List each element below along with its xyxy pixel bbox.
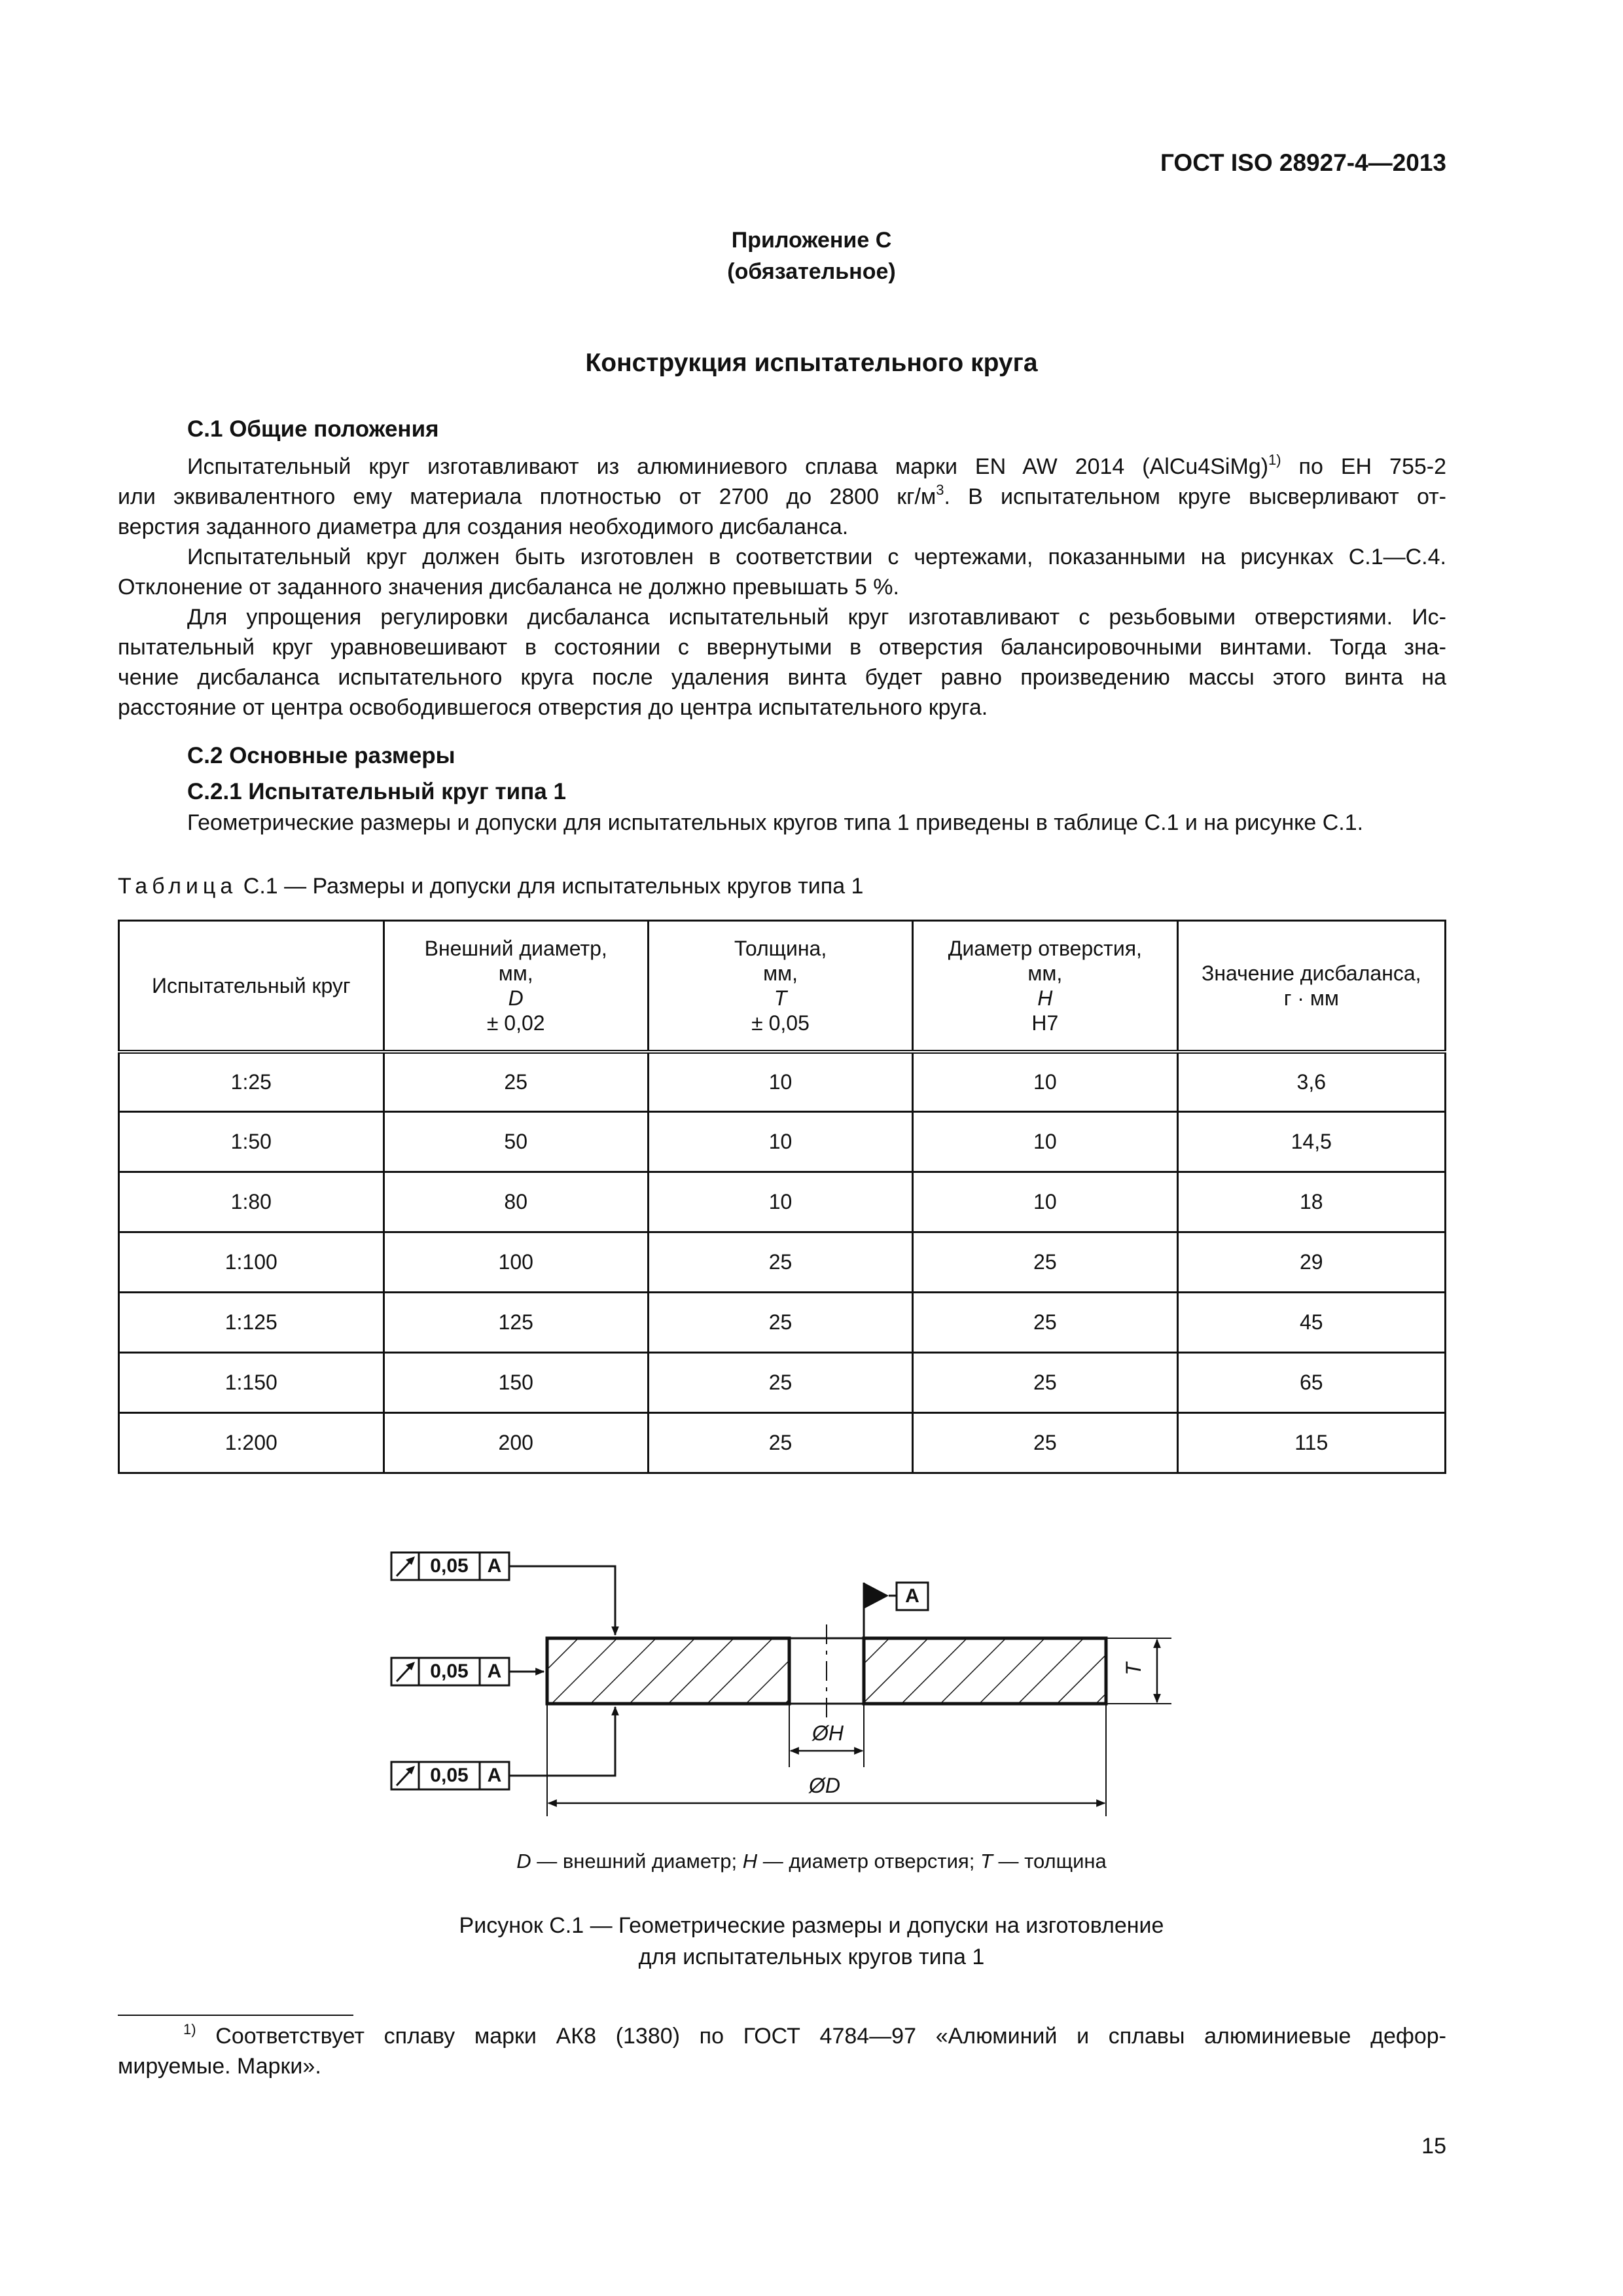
table-row: 1:150 150 25 25 65 [119, 1353, 1446, 1413]
figure-caption-line-1: Рисунок С.1 — Геометрические размеры и допуски на изготовление [459, 1913, 1164, 1938]
footnote-ref: 1) [1268, 452, 1281, 468]
header-thickness: Толщина, мм, T ± 0,05 [648, 921, 912, 1052]
tolerance-value-2: 0,05 [430, 1660, 469, 1682]
table-caption-text: С.1 — Размеры и допуски для испытательных кругов типа 1 [237, 874, 864, 899]
dimension-label-t: T [1122, 1662, 1145, 1676]
text-line: чение дисбаланса испытательного круга после удаления винта будет равно произведению массы этого винта на [118, 665, 1446, 690]
datum-label: A [905, 1585, 919, 1607]
section-heading-c2: С.2 Основные размеры [187, 743, 455, 768]
tolerance-datum-3: A [487, 1765, 502, 1786]
figure-caption-line-2: для испытательных кругов типа 1 [638, 1945, 985, 1969]
tolerance-value-3: 0,05 [430, 1765, 469, 1786]
dimension-label-h: ØH [812, 1721, 844, 1745]
tolerance-datum-1: A [487, 1555, 502, 1577]
header-test-wheel: Испытательный круг [119, 921, 384, 1052]
table-row: 1:100 100 25 25 29 [119, 1232, 1446, 1293]
table-row: 1:80 80 10 10 18 [119, 1172, 1446, 1232]
superscript: 3 [936, 482, 944, 498]
table-caption-prefix: Таблица [118, 874, 238, 899]
header-hole-diameter: Диаметр отверстия, мм, H H7 [913, 921, 1177, 1052]
page-number: 15 [1421, 2134, 1446, 2159]
table-row: 1:200 200 25 25 115 [119, 1413, 1446, 1473]
text-line: Испытательный круг изготавливают из алюминиевого сплава марки EN AW 2014 (AlCu4SiMg) [187, 454, 1269, 479]
table-row: 1:50 50 10 10 14,5 [119, 1112, 1446, 1172]
dimension-outer-diameter [547, 1704, 1106, 1816]
figure-legend: D — внешний диаметр; H — диаметр отверстия; T — толщина [516, 1850, 1107, 1873]
dimension-label-d: ØD [809, 1774, 840, 1797]
text-line: расстояние от центра освободившегося отверстия до центра испытательного круга. [118, 695, 988, 720]
section-heading-c1: С.1 Общие положения [187, 416, 439, 442]
document-code: ГОСТ ISO 28927-4—2013 [1160, 149, 1446, 176]
appendix-label: Приложение С [731, 228, 892, 253]
text-line: Для упрощения регулировки дисбаланса испытательный круг изготавливают с резьбовыми отверстиями. Ис- [187, 605, 1446, 630]
tolerance-datum-2: A [487, 1660, 502, 1682]
text-line: пытательный круг уравновешивают в состоянии с ввернутыми в отверстия балансировочными винтами. Тогда зна- [118, 635, 1446, 660]
text-line: мируемые. Марки». [118, 2054, 321, 2079]
text-line: Испытательный круг должен быть изготовлен в соответствии с чертежами, показанными на рисунках С.1—С.4. [187, 545, 1446, 569]
appendix-status: (обязательное) [727, 259, 896, 284]
table-row: 1:25 25 10 10 3,6 [119, 1052, 1446, 1112]
footnote-mark: 1) [183, 2021, 196, 2037]
text-line: Отклонение от заданного значения дисбаланса не должно превышать 5 %. [118, 575, 899, 600]
text-line: по ЕН 755-2 [1281, 454, 1447, 479]
text-line: верстия заданного диаметра для создания необходимого дисбаланса. [118, 514, 849, 539]
header-outer-diameter: Внешний диаметр, мм, D ± 0,02 [383, 921, 648, 1052]
subsection-heading-c21: С.2.1 Испытательный круг типа 1 [187, 779, 566, 804]
paragraph-type1: Геометрические размеры и допуски для испытательных кругов типа 1 приведены в таблице С.1 и на рисунке С.1. [187, 810, 1364, 835]
footnote-divider [118, 2015, 353, 2016]
header-unbalance: Значение дисбаланса, г · мм [1177, 921, 1445, 1052]
text-line: или эквивалентного ему материала плотностью от 2700 до 2800 кг/м [118, 484, 936, 509]
text-line: Соответствует сплаву марки АК8 (1380) по ГОСТ 4784—97 «Алюминий и сплавы алюминиевые дефор- [196, 2024, 1446, 2049]
text-line: . В испытательном круге высверливают от- [944, 484, 1446, 509]
tolerance-value-1: 0,05 [430, 1555, 469, 1577]
table-row: 1:125 125 25 25 45 [119, 1293, 1446, 1353]
footnote [118, 2021, 1446, 2081]
page-title: Конструкция испытательного круга [585, 349, 1038, 377]
